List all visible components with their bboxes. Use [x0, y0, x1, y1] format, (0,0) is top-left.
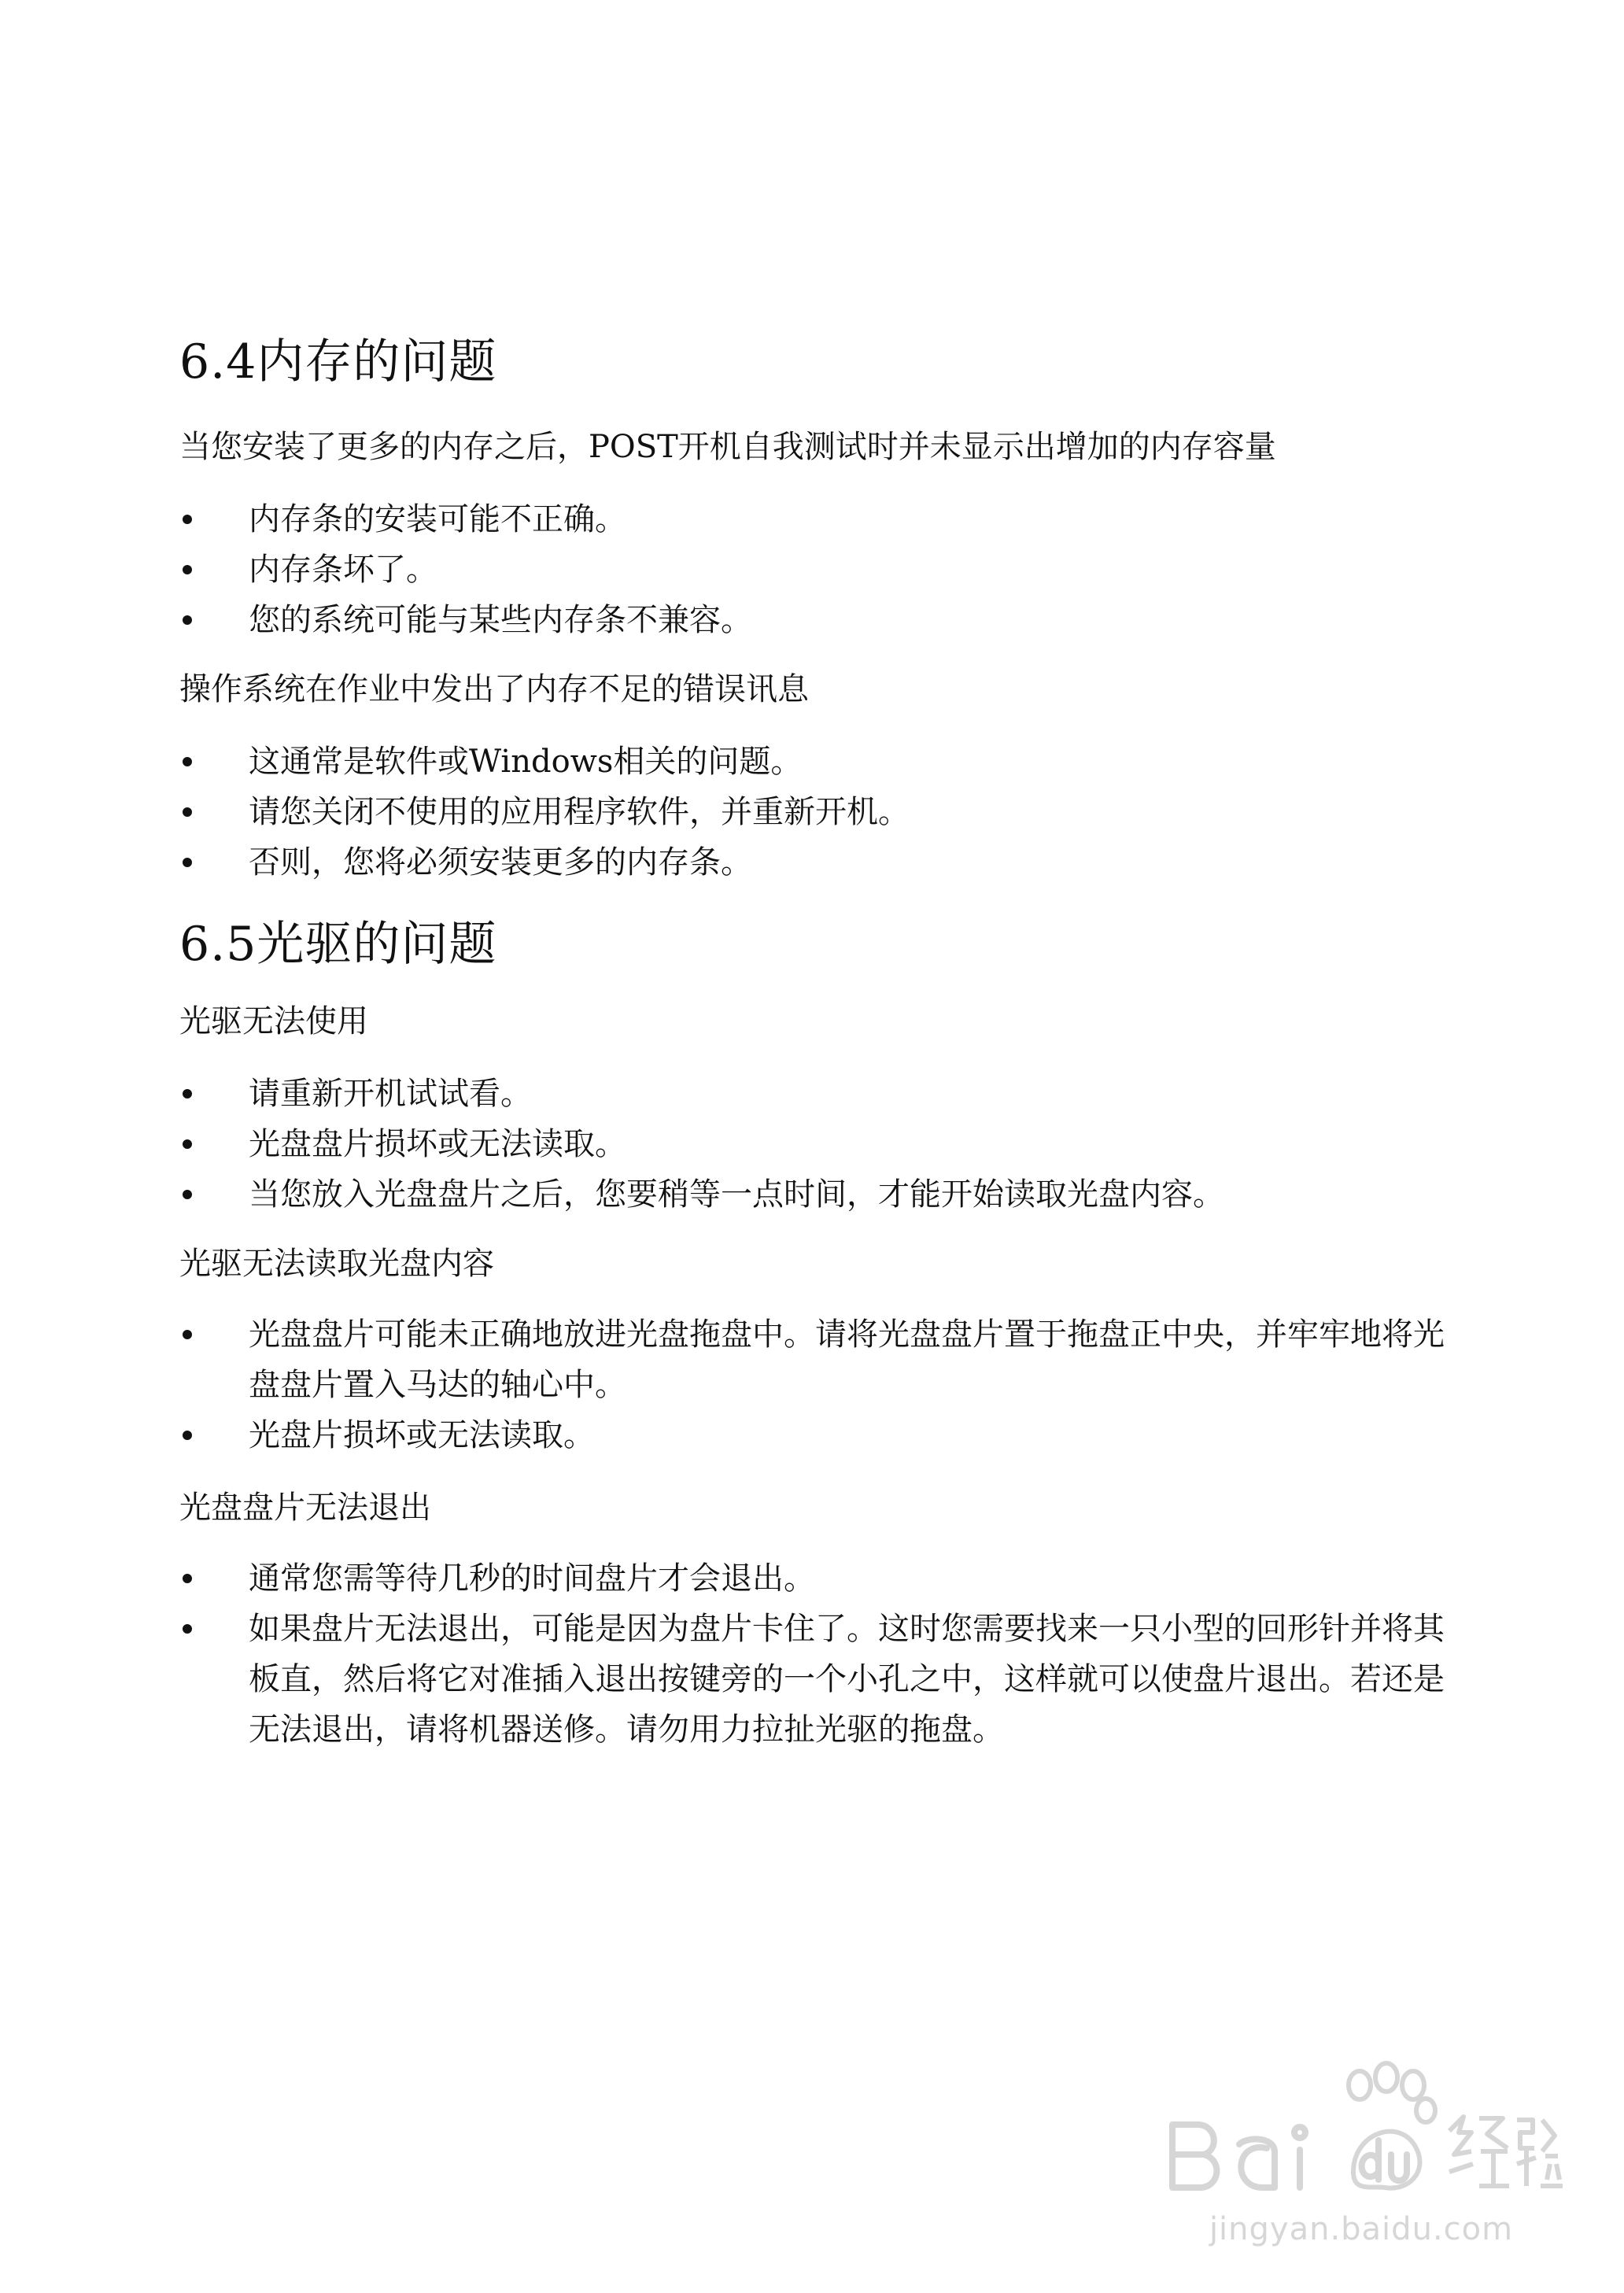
subheading-disc-not-eject: 光盘盘片无法退出: [179, 1490, 431, 1526]
bullet-icon: [183, 515, 192, 524]
list-item: 这通常是软件或Windows相关的问题。: [179, 737, 1470, 787]
baidu-jingyan-watermark: [1157, 2054, 1566, 2258]
list-item: 光盘盘片损坏或无法读取。: [179, 1119, 1470, 1169]
bullet-icon: [183, 1624, 192, 1634]
bullet-icon: [183, 1574, 192, 1583]
list-item: 内存条坏了。: [179, 545, 1470, 595]
bullet-list-disc-not-eject: [179, 1553, 1470, 1755]
bullet-icon: [183, 858, 192, 867]
watermark-url: jingyan.baidu.com: [1209, 2211, 1514, 2247]
bullet-icon: [183, 1431, 192, 1440]
subheading-drive-unusable: 光驱无法使用: [179, 1003, 368, 1039]
list-item: 光盘盘片可能未正确地放进光盘拖盘中。请将光盘盘片置于拖盘正中央，并牢牢地将光盘盘片置入马达的轴心中。: [179, 1309, 1470, 1410]
list-item: 否则，您将必须安装更多的内存条。: [179, 837, 1470, 888]
bullet-list-out-of-memory: [179, 737, 1470, 888]
bullet-icon: [183, 565, 192, 574]
subheading-memory-not-detected: 当您安装了更多的内存之后，POST开机自我测试时并未显示出增加的内存容量: [179, 429, 1276, 465]
bullet-icon: [183, 757, 192, 766]
baidu-logo-icon: [1157, 2054, 1566, 2211]
list-item: 如果盘片无法退出，可能是因为盘片卡住了。这时您需要找来一只小型的回形针并将其板直，然后将它对准插入退出按键旁的一个小孔之中，这样就可以使盘片退出。若还是无法退出，请将机器送修。请勿用力拉扯光驱的拖盘。: [179, 1604, 1470, 1755]
list-item: 请重新开机试试看。: [179, 1069, 1470, 1119]
bullet-list-cannot-read-disc: [179, 1309, 1470, 1460]
list-item: 通常您需等待几秒的时间盘片才会退出。: [179, 1553, 1470, 1604]
list-item: 您的系统可能与某些内存条不兼容。: [179, 595, 1470, 645]
list-item: 当您放入光盘盘片之后，您要稍等一点时间，才能开始读取光盘内容。: [179, 1169, 1470, 1220]
subheading-out-of-memory: 操作系统在作业中发出了内存不足的错误讯息: [179, 671, 809, 707]
section-title-memory: 6.4内存的问题: [179, 334, 497, 390]
bullet-icon: [183, 615, 192, 625]
list-item: 光盘片损坏或无法读取。: [179, 1410, 1470, 1460]
list-item: 内存条的安装可能不正确。: [179, 494, 1470, 545]
subheading-cannot-read-disc: 光驱无法读取光盘内容: [179, 1246, 494, 1282]
bullet-list-drive-unusable: [179, 1069, 1470, 1220]
list-item: 请您关闭不使用的应用程序软件，并重新开机。: [179, 787, 1470, 837]
bullet-icon: [183, 807, 192, 817]
section-title-optical-drive: 6.5光驱的问题: [179, 917, 497, 972]
bullet-icon: [183, 1139, 192, 1149]
bullet-icon: [183, 1190, 192, 1199]
bullet-list-memory-not-detected: [179, 494, 1470, 645]
bullet-icon: [183, 1089, 192, 1098]
bullet-icon: [183, 1330, 192, 1339]
